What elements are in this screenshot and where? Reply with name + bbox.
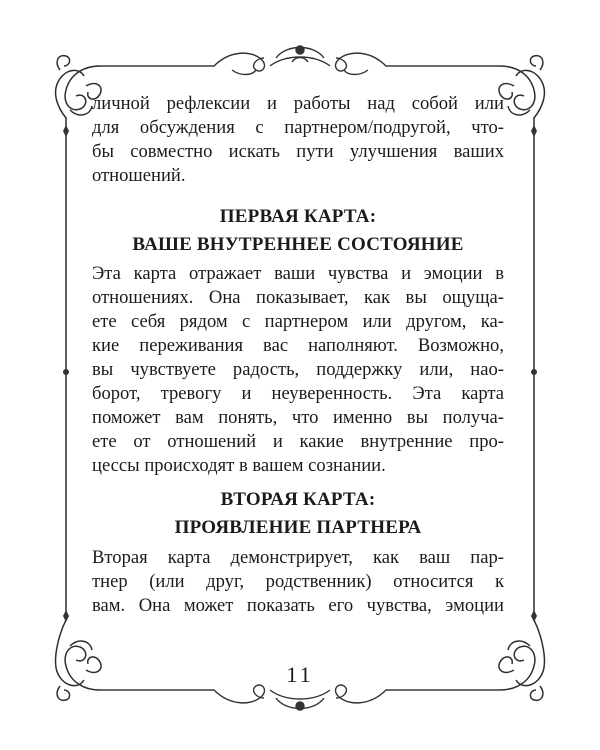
text-line: кие переживания вас наполняют. Возможно,: [92, 335, 504, 356]
heading-line: ВАШЕ ВНУТРЕННЕЕ СОСТОЯНИЕ: [132, 234, 464, 255]
heading-line: ВТОРАЯ КАРТА:: [220, 489, 376, 510]
text-line: ете от отношений и какие внутренние про-: [92, 431, 504, 452]
text-line: вам. Она может показать его чувства, эмоции: [92, 595, 504, 616]
section-heading-first-card: [92, 203, 504, 259]
text-line: бы совместно искать пути улучшения ваших: [92, 141, 504, 162]
text-line: ете себя рядом с партнером или другом, ка-: [92, 311, 504, 332]
section-paragraph-second-card: [92, 546, 504, 618]
bottom-flourish-icon: [214, 685, 386, 710]
text-line: для обсуждения с партнером/подругой, что-: [92, 117, 504, 138]
text-line: борот, тревогу и неуверенность. Эта карта: [92, 383, 504, 404]
page-number: 11: [286, 662, 314, 687]
section-heading-second-card: [92, 486, 504, 542]
text-line: поможет вам понять, что именно вы получа-: [92, 407, 504, 428]
text-line: Вторая карта демонстрирует, как ваш пар-: [92, 547, 504, 568]
corner-ornament-top-right-icon: [499, 56, 544, 118]
heading-line: ПРОЯВЛЕНИЕ ПАРТНЕРА: [174, 517, 422, 538]
section-paragraph-first-card: [92, 262, 504, 478]
text-line: тнер (или друг, родственник) относится к: [92, 571, 504, 592]
heading-line: ПЕРВАЯ КАРТА:: [219, 206, 377, 227]
text-line: личной рефлексии и работы над собой или: [92, 93, 504, 114]
text-line: отношений.: [92, 165, 186, 186]
intro-paragraph: [92, 92, 504, 188]
top-flourish-icon: [214, 46, 386, 75]
text-line: Эта карта отражает ваши чувства и эмоции в: [92, 263, 504, 284]
text-line: цессы происходят в вашем сознании.: [92, 455, 386, 476]
corner-ornament-bottom-left-icon: [56, 620, 101, 700]
text-line: отношениях. Она показывает, как вы ощуща-: [92, 287, 504, 308]
text-line: вы чувствуете радость, поддержку или, нао-: [92, 359, 504, 380]
corner-ornament-bottom-right-icon: [499, 620, 544, 700]
